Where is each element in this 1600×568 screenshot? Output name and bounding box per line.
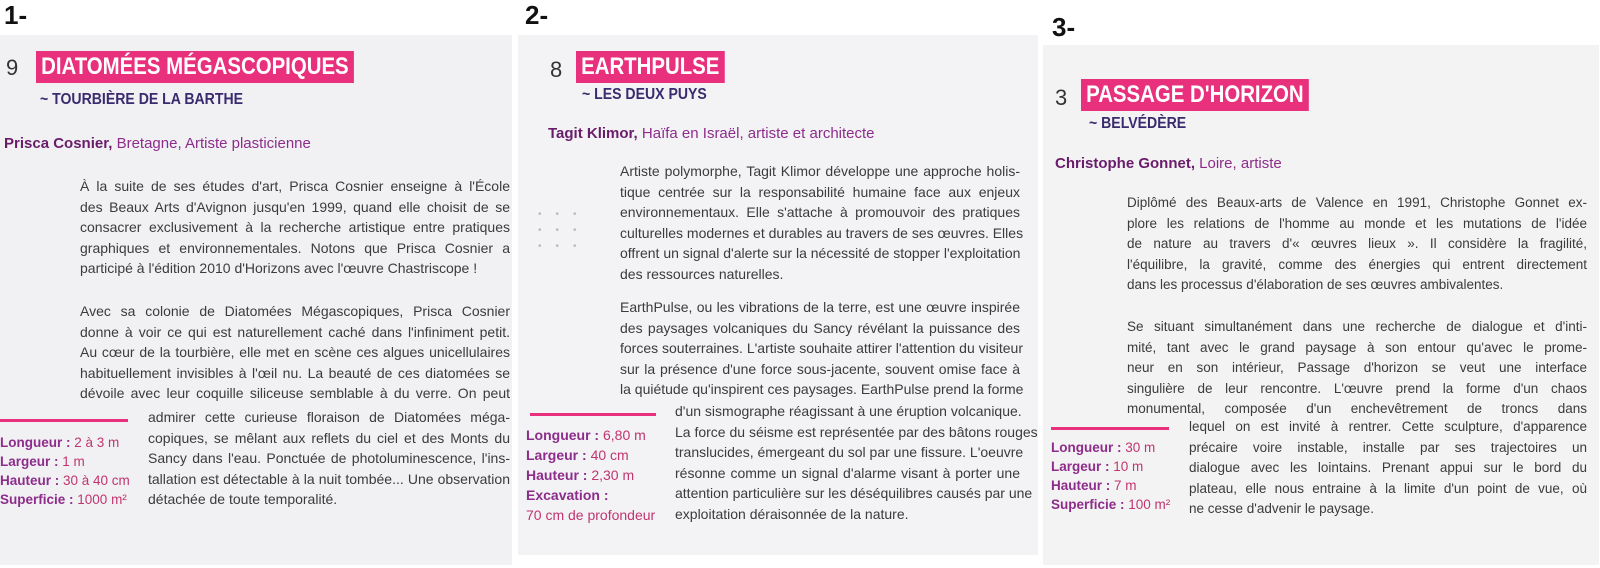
text-line: graphiques et environnementales. Notons que Prisca Cosnier a	[80, 239, 510, 256]
text-line: Au cœur de la tourbière, elle met en scène ces algues unicellulaires	[80, 344, 510, 360]
text-line: EarthPulse, ou les vibrations de la terre, est une œuvre inspirée	[620, 299, 1020, 315]
spec-label: Largeur :	[1051, 459, 1110, 474]
artwork-specs	[526, 425, 655, 525]
spec-label: Excavation :	[526, 487, 609, 503]
dot-grid-decoration: ••• ••• •••	[538, 209, 591, 252]
text-line: À la suite de ses études d'art, Prisca Cosnier enseigne à l'École	[80, 178, 510, 194]
text-line: des Beaux Arts d'Avignon jusqu'en 1999, quand elle choisit de se	[80, 198, 510, 215]
text-line: plore les relations de l'homme au monde et les mutations de l'idée	[1127, 215, 1587, 231]
accent-rule	[1051, 427, 1169, 430]
panel-label-2: 2-	[525, 0, 549, 30]
spec-length	[0, 433, 130, 452]
artist-info: Loire, artiste	[1195, 155, 1282, 172]
text-line: consacrer exclusivement à la recherche artistique entre pratiques	[80, 219, 510, 235]
text-line: participé à l'édition 2010 d'Horizons avec l'œuvre Chastriscope !	[80, 260, 478, 276]
text-line: précaire voire instable, installe par ses trajectoires un	[1189, 439, 1587, 455]
artwork-title: EARTHPULSE	[576, 51, 724, 83]
spec-length	[1051, 438, 1170, 457]
spec-value: 100 m²	[1124, 497, 1171, 512]
text-line: translucides, émergeant du sol par une fissure. L'oeuvre	[675, 444, 1024, 460]
artist-bio	[1127, 193, 1587, 296]
spec-height	[1051, 476, 1170, 495]
artwork-description	[80, 301, 510, 404]
artwork-index: 9	[6, 55, 19, 80]
text-line: Se situant simultanément dans une recherche de dialogue et d'inti-	[1127, 319, 1587, 334]
spec-width	[0, 452, 130, 471]
text-line: Sancy dans l'eau. Ponctuée de photoluminescence, l'ins-	[148, 450, 510, 466]
spec-length	[526, 425, 655, 445]
text-line: copiques, se mêlant aux reflets du ciel et des Monts du	[148, 429, 510, 446]
artist-bio	[620, 161, 1024, 284]
text-line: de nature au travers d'« œuvres lieux ». Il considère la fragilité,	[1127, 236, 1587, 251]
spec-value: 10 m	[1109, 459, 1144, 474]
text-line: attention particulière sur les déséquilibres causés par une	[675, 485, 1033, 501]
text-line: offrent un signal d'alerte sur la nécessité de stopper l'exploitation	[620, 245, 1021, 261]
text-line: tique centrée sur la responsabilité humaine face aux enjeux	[620, 183, 1020, 200]
artwork-index: 3	[1055, 85, 1068, 110]
text-line: La force du séisme est représentée par des bâtons rouges	[675, 423, 1038, 440]
spec-value: 2,30 m	[587, 467, 635, 483]
text-line: admirer cette curieuse floraison de Diatomées méga-	[148, 409, 510, 425]
spec-label: Longueur :	[0, 435, 71, 450]
spec-label: Hauteur :	[0, 473, 60, 488]
artwork-description	[1127, 317, 1587, 420]
artwork-card-2	[518, 35, 1038, 555]
artwork-description-cont	[148, 407, 510, 510]
text-line: dans les processus d'élaboration de ses œuvres ambivalentes.	[1127, 277, 1504, 292]
text-line: Avec sa colonie de Diatomées Mégascopiques, Prisca Cosnier	[80, 303, 510, 319]
text-line: dialogue avec les lointains. Prenant appui sur le bord du	[1189, 460, 1587, 475]
text-line: forces souterraines. L'artiste souhaite attirer l'attention du visiteur	[620, 340, 1023, 356]
text-line: résonne comme un signal d'alarme visant à porter une	[675, 464, 1020, 481]
text-line: d'un sismographe réagissant à une éruption volcanique.	[675, 403, 1022, 419]
spec-label: Superficie :	[1051, 497, 1125, 512]
artwork-description-cont	[1189, 417, 1587, 520]
spec-value: 7 m	[1110, 478, 1137, 493]
spec-height	[526, 465, 655, 485]
text-line: Artiste polymorphe, Tagit Klimor développe une approche holis-	[620, 163, 1020, 179]
spec-excavation-value	[526, 505, 655, 525]
text-line: sur la présence d'une force sous-jacente, souvent omise face à	[620, 360, 1020, 377]
artwork-specs	[0, 433, 130, 509]
text-line: mité, tant avec le grand paysage à son entour qu'avec le prome-	[1127, 339, 1587, 355]
accent-rule	[530, 413, 656, 416]
spec-label: Longueur :	[526, 427, 600, 443]
text-line: singulière de leur rencontre. L'œuvre prend la forme d'un chaos	[1127, 380, 1587, 396]
text-line: dévoile avec leur coquille siliceuse semblable à du verre. On peut	[80, 385, 510, 401]
artwork-location: ~ BELVÉDÈRE	[1089, 115, 1187, 132]
text-line: plateau, elle nous entraine à la limite d'un point de vue, où	[1189, 480, 1587, 496]
text-line: donne à voir ce qui est naturellement caché dans l'infiniment petit.	[80, 323, 510, 340]
spec-area	[1051, 495, 1170, 514]
text-line: lequel on est invité à rentrer. Cette sculpture, d'apparence	[1189, 419, 1587, 434]
artist-info: Haïfa en Israël, artiste et architecte	[637, 125, 875, 142]
spec-value: 1000 m²	[73, 492, 127, 507]
spec-label: Hauteur :	[1051, 478, 1111, 493]
artist-name: Tagit Klimor,	[548, 125, 638, 142]
artwork-description	[620, 297, 1024, 400]
spec-label: Largeur :	[0, 454, 59, 469]
artist-info: Bretagne, Artiste plasticienne	[112, 135, 311, 152]
text-line: des ressources naturelles.	[620, 265, 784, 282]
text-line: ne cesse d'advenir le paysage.	[1189, 501, 1374, 516]
spec-width	[526, 445, 655, 465]
text-line: exploitation déraisonnée de la nature.	[675, 505, 909, 522]
spec-label: Largeur :	[526, 447, 587, 463]
artwork-location: ~ LES DEUX PUYS	[582, 86, 707, 103]
artist-line	[1055, 155, 1282, 172]
artwork-location: ~ TOURBIÈRE DE LA BARTHE	[40, 91, 244, 108]
text-line: Diplômé des Beaux-arts de Valence en 1991, Christophe Gonnet ex-	[1127, 195, 1587, 210]
artwork-title: DIATOMÉES MÉGASCOPIQUES	[36, 51, 354, 83]
spec-excavation	[526, 485, 655, 505]
spec-value: 70 cm de profondeur	[526, 507, 656, 523]
text-line: culturelles modernes et durables au travers de ses œuvres. Elles	[620, 224, 1024, 241]
artist-name: Prisca Cosnier,	[4, 135, 113, 152]
artwork-specs	[1051, 438, 1170, 514]
text-line: habituellement invisibles à l'œil nu. La beauté de ces diatomées se	[80, 364, 510, 381]
spec-label: Superficie :	[0, 492, 74, 507]
spec-width	[1051, 457, 1170, 476]
artwork-title: PASSAGE D'HORIZON	[1081, 79, 1309, 111]
artwork-index: 8	[550, 57, 563, 82]
artwork-description-cont	[675, 401, 1038, 524]
spec-value: 6,80 m	[599, 427, 646, 443]
spec-value: 1 m	[58, 454, 85, 469]
text-line: environnementaux. Elle s'attache à promouvoir des pratiques	[620, 204, 1020, 220]
artwork-card-1	[0, 35, 512, 565]
artist-line	[4, 135, 311, 152]
accent-rule	[0, 419, 128, 422]
spec-value: 30 m	[1121, 440, 1156, 455]
artist-line	[548, 125, 875, 142]
panel-label-3: 3-	[1052, 12, 1076, 42]
spec-value: 30 à 40 cm	[59, 473, 130, 488]
text-line: des paysages volcaniques du Sancy révélant la puissance des	[620, 319, 1020, 336]
artist-bio	[80, 176, 510, 279]
text-line: tallation est détectable à la nuit tombée... Une observation	[148, 470, 510, 487]
artwork-card-3	[1043, 45, 1599, 565]
spec-value: 40 cm	[586, 447, 629, 463]
spec-height	[0, 471, 130, 490]
panel-label-1: 1-	[4, 0, 28, 30]
text-line: neur en son intérieur, Passage d'horizon se veut une interface	[1127, 360, 1587, 375]
text-line: l'équilibre, la gravité, comme des énergies qui entrent directement	[1127, 256, 1587, 272]
spec-label: Hauteur :	[526, 467, 588, 483]
spec-label: Longueur :	[1051, 440, 1122, 455]
spec-area	[0, 490, 130, 509]
text-line: la quiétude qu'inspirent ces paysages. EarthPulse prend la forme	[620, 381, 1024, 397]
artist-name: Christophe Gonnet,	[1055, 155, 1195, 172]
text-line: monumental, composée d'un enchevêtrement de troncs dans	[1127, 401, 1587, 416]
text-line: détachée de toute temporalité.	[148, 491, 338, 507]
spec-value: 2 à 3 m	[70, 435, 120, 450]
